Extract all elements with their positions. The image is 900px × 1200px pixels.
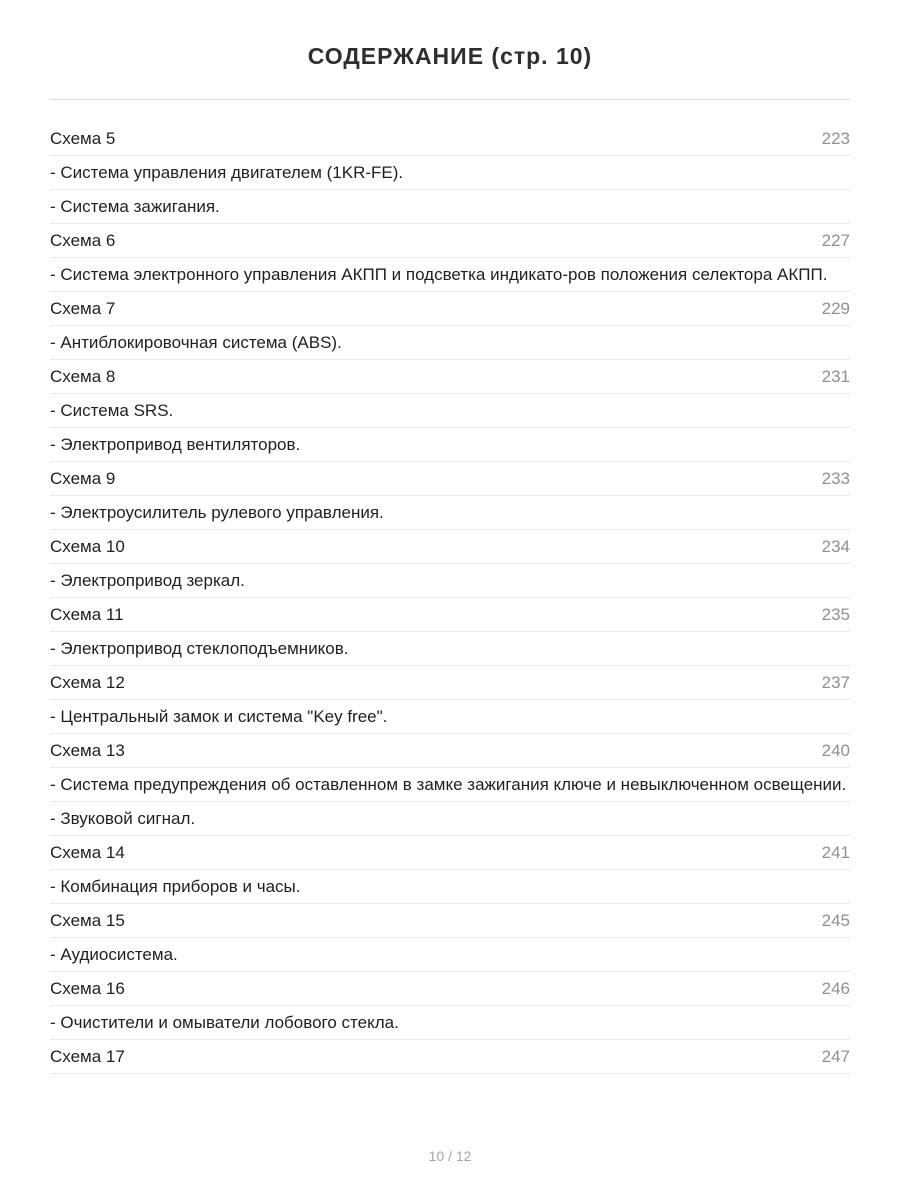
toc-entry-page-number: 227: [821, 231, 850, 250]
toc-scheme-row[interactable]: [50, 734, 850, 768]
toc-entry-label: - Система зажигания.: [50, 197, 220, 216]
toc-scheme-row[interactable]: [50, 530, 850, 564]
toc-entry-label: Схема 15: [50, 911, 125, 930]
toc-sub-row[interactable]: [50, 394, 850, 428]
toc-entry-label: Схема 6: [50, 231, 116, 250]
toc-sub-row[interactable]: [50, 190, 850, 224]
toc-scheme-row[interactable]: [50, 462, 850, 496]
toc-entry-page-number: 237: [821, 673, 850, 692]
toc-entry-label: - Центральный замок и система "Key free".: [50, 707, 388, 726]
toc-entry-page-number: 235: [821, 605, 850, 624]
toc-sub-row[interactable]: [50, 632, 850, 666]
toc-entry-page-number: 233: [821, 469, 850, 488]
toc-sub-row[interactable]: [50, 1006, 850, 1040]
toc-entry-label: - Очистители и омыватели лобового стекла.: [50, 1013, 399, 1032]
toc-sub-row[interactable]: [50, 802, 850, 836]
toc-entry-label: - Система электронного управления АКПП и подсветка индикато-ров положения селектора АКПП.: [50, 265, 828, 284]
toc-scheme-row[interactable]: [50, 292, 850, 326]
toc-sub-row[interactable]: [50, 870, 850, 904]
toc-scheme-row[interactable]: [50, 972, 850, 1006]
toc-sub-row[interactable]: [50, 428, 850, 462]
toc-scheme-row[interactable]: [50, 666, 850, 700]
toc-entry-label: Схема 8: [50, 367, 116, 386]
toc-entry-label: Схема 9: [50, 469, 116, 488]
toc-entry-page-number: 246: [821, 979, 850, 998]
toc-entry-label: - Звуковой сигнал.: [50, 809, 196, 828]
toc-sub-row[interactable]: [50, 496, 850, 530]
page-indicator: 10 / 12: [428, 1148, 472, 1164]
toc-entry-label: Схема 10: [50, 537, 125, 556]
toc-entry-page-number: 247: [821, 1047, 850, 1066]
toc-entry-page-number: 241: [821, 843, 850, 862]
toc-entry-label: - Система SRS.: [50, 401, 174, 420]
toc-scheme-row[interactable]: [50, 224, 850, 258]
toc-sub-row[interactable]: [50, 326, 850, 360]
toc-sub-row[interactable]: [50, 700, 850, 734]
toc-sub-row[interactable]: [50, 258, 850, 292]
toc-entry-label: Схема 5: [50, 129, 116, 148]
toc-scheme-row[interactable]: [50, 598, 850, 632]
toc-sub-row[interactable]: [50, 768, 850, 802]
toc-entry-page-number: 234: [821, 537, 850, 556]
toc-scheme-row[interactable]: [50, 360, 850, 394]
toc-entry-page-number: 223: [821, 129, 850, 148]
toc-sub-row[interactable]: [50, 564, 850, 598]
toc-scheme-row[interactable]: [50, 836, 850, 870]
toc-entry-label: - Аудиосистема.: [50, 945, 178, 964]
toc-entry-page-number: 229: [821, 299, 850, 318]
toc-entry-label: Схема 7: [50, 299, 116, 318]
toc-entry-label: Схема 11: [50, 605, 124, 624]
toc-scheme-row[interactable]: [50, 122, 850, 156]
toc-entry-label: - Электропривод стеклоподъемников.: [50, 639, 349, 658]
toc-entry-label: Схема 12: [50, 673, 125, 692]
toc-entry-label: Схема 14: [50, 843, 125, 862]
toc-entry-label: Схема 17: [50, 1047, 125, 1066]
toc-sub-row[interactable]: [50, 938, 850, 972]
toc-entry-page-number: 240: [821, 741, 850, 760]
toc-entry-label: - Система управления двигателем (1KR-FE).: [50, 163, 404, 182]
toc-entry-label: - Электропривод зеркал.: [50, 571, 245, 590]
toc-sub-row[interactable]: [50, 156, 850, 190]
toc-entry-label: Схема 16: [50, 979, 125, 998]
title-divider: [50, 99, 850, 100]
toc-entry-label: Схема 13: [50, 741, 125, 760]
toc-entry-label: - Антиблокировочная система (ABS).: [50, 333, 342, 352]
toc-scheme-row[interactable]: [50, 1040, 850, 1074]
toc-entry-label: - Система предупреждения об оставленном в замке зажигания ключе и невыключенном освещении.: [50, 775, 847, 794]
toc-entry-page-number: 231: [821, 367, 850, 386]
toc-entry-label: - Электроусилитель рулевого управления.: [50, 503, 384, 522]
page-title: СОДЕРЖАНИЕ (стр. 10): [307, 43, 593, 69]
toc-entry-label: - Комбинация приборов и часы.: [50, 877, 301, 896]
toc-scheme-row[interactable]: [50, 904, 850, 938]
toc-entry-label: - Электропривод вентиляторов.: [50, 435, 301, 454]
toc-entry-page-number: 245: [821, 911, 850, 930]
toc-list: [50, 122, 850, 1074]
